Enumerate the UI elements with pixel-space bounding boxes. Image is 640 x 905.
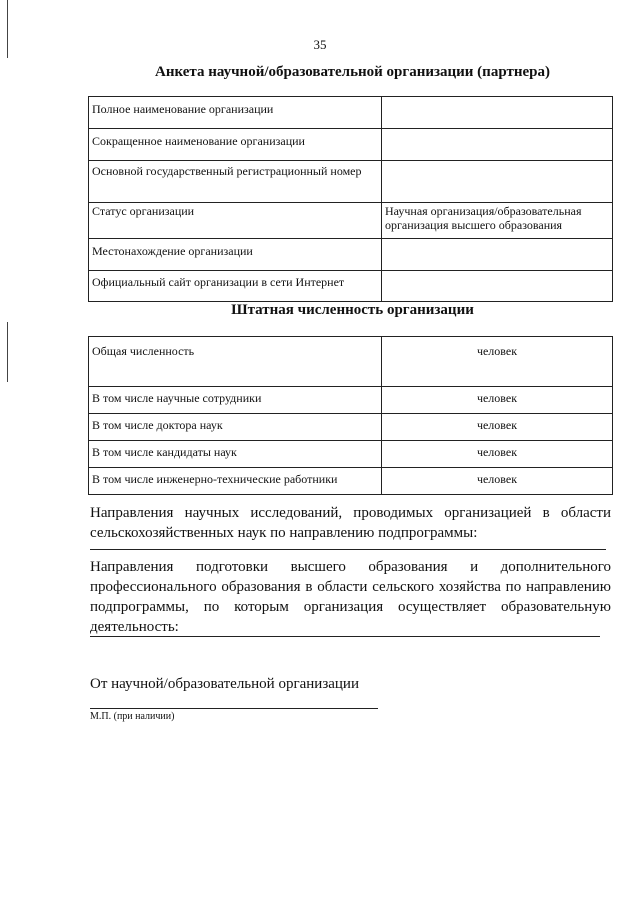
row-label-ogrn: Основной государственный регистрационный номер bbox=[89, 161, 382, 203]
table-row bbox=[89, 203, 613, 239]
row-unit-engineers[interactable]: человек bbox=[382, 468, 613, 495]
from-org-label: От научной/образовательной организации bbox=[90, 676, 359, 692]
row-label-website: Официальный сайт организации в сети Интернет bbox=[89, 271, 382, 302]
margin-mark-middle bbox=[7, 322, 8, 382]
row-unit-total-staff[interactable]: человек bbox=[382, 337, 613, 387]
organization-info-table bbox=[88, 96, 613, 302]
row-label-status: Статус организации bbox=[89, 203, 382, 239]
table-row bbox=[89, 414, 613, 441]
table-row bbox=[89, 129, 613, 161]
row-label-researchers: В том числе научные сотрудники bbox=[89, 387, 382, 414]
row-label-total-staff: Общая численность bbox=[89, 337, 382, 387]
row-value-short-name[interactable] bbox=[382, 129, 613, 161]
row-label-candidates: В том числе кандидаты наук bbox=[89, 441, 382, 468]
row-label-short-name: Сокращенное наименование организации bbox=[89, 129, 382, 161]
table-row bbox=[89, 441, 613, 468]
row-unit-doctors[interactable]: человек bbox=[382, 414, 613, 441]
education-directions-text: Направления подготовки высшего образования и дополнительного профессионального образования в области сельского хозяйства по направлению подпрограммы, по которым организация осуществляет образовательную деятельность: bbox=[90, 559, 611, 635]
form-title: Анкета научной/образовательной организации (партнера) bbox=[155, 64, 550, 80]
research-directions-text: Направления научных исследований, проводимых организацией в области сельскохозяйственных наук по направлению подпрограммы: bbox=[90, 505, 611, 541]
table-row bbox=[89, 271, 613, 302]
row-label-location: Местонахождение организации bbox=[89, 239, 382, 271]
page-number: 35 bbox=[313, 37, 327, 52]
research-directions-fill-line[interactable] bbox=[90, 549, 606, 550]
table-row bbox=[89, 387, 613, 414]
row-value-website[interactable] bbox=[382, 271, 613, 302]
education-directions-fill-line[interactable] bbox=[90, 636, 600, 637]
row-value-location[interactable] bbox=[382, 239, 613, 271]
staff-count-table bbox=[88, 336, 613, 495]
row-unit-candidates[interactable]: человек bbox=[382, 441, 613, 468]
row-label-doctors: В том числе доктора наук bbox=[89, 414, 382, 441]
signature-line[interactable] bbox=[90, 708, 378, 709]
row-value-ogrn[interactable] bbox=[382, 161, 613, 203]
table-row bbox=[89, 161, 613, 203]
table-row bbox=[89, 468, 613, 495]
table-row bbox=[89, 337, 613, 387]
staff-heading: Штатная численность организации bbox=[231, 302, 474, 318]
seal-note: М.П. (при наличии) bbox=[90, 711, 175, 722]
table-row bbox=[89, 97, 613, 129]
row-label-full-name: Полное наименование организации bbox=[89, 97, 382, 129]
row-value-status: Научная организация/образовательная организация высшего образования bbox=[382, 203, 613, 239]
row-value-full-name[interactable] bbox=[382, 97, 613, 129]
row-unit-researchers[interactable]: человек bbox=[382, 387, 613, 414]
table-row bbox=[89, 239, 613, 271]
row-label-engineers: В том числе инженерно-технические работники bbox=[89, 468, 382, 495]
